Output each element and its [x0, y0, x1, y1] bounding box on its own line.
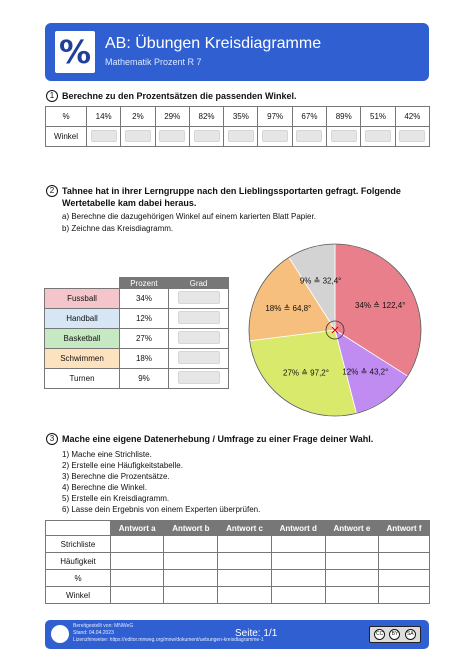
col-prozent: Prozent: [120, 278, 169, 289]
task1-text: Berechne zu den Prozentsätzen die passenden Winkel.: [62, 91, 297, 101]
by-icon: BY: [389, 629, 400, 640]
sport-name: Handball: [45, 309, 120, 329]
grad-answer-cell[interactable]: [169, 289, 229, 309]
sport-percent: 18%: [120, 349, 169, 369]
survey-cell[interactable]: [111, 587, 164, 604]
col-antwort: Antwort c: [218, 521, 271, 536]
grad-answer-cell[interactable]: [169, 329, 229, 349]
survey-cell[interactable]: [271, 553, 325, 570]
cc-license-badge-icon[interactable]: [369, 626, 421, 643]
sport-percent: 9%: [120, 369, 169, 389]
survey-cell[interactable]: [218, 570, 271, 587]
task3-step: 1) Mache eine Strichliste.: [62, 450, 152, 459]
percent-angle-table: [45, 106, 430, 147]
survey-cell[interactable]: [271, 587, 325, 604]
task3-step: 4) Berechne die Winkel.: [62, 483, 147, 492]
task-number-3: 3: [46, 433, 58, 445]
angle-answer-cell[interactable]: [258, 127, 292, 147]
worksheet-header: [45, 23, 429, 81]
survey-cell[interactable]: [164, 587, 218, 604]
sport-percent: 27%: [120, 329, 169, 349]
col-grad: Grad: [169, 278, 229, 289]
survey-table: [45, 520, 430, 604]
sport-percent: 12%: [120, 309, 169, 329]
row-head-percent: %: [46, 107, 87, 127]
survey-cell[interactable]: [111, 570, 164, 587]
angle-answer-cell[interactable]: [361, 127, 395, 147]
percent-icon: %: [55, 31, 95, 73]
mnweg-logo-icon: [51, 625, 69, 643]
task2-step-a: a) Berechne die dazugehörigen Winkel auf einem karierten Blatt Papier.: [62, 212, 316, 221]
row-strichliste: Strichliste: [46, 536, 111, 553]
task3-step: 6) Lasse dein Ergebnis von einem Experten überprüfen.: [62, 505, 261, 514]
angle-answer-cell[interactable]: [224, 127, 258, 147]
pie-chart: [245, 240, 425, 420]
angle-answer-cell[interactable]: [121, 127, 155, 147]
angle-answer-cell[interactable]: [155, 127, 189, 147]
percent-cell: 2%: [121, 107, 155, 127]
footer-provider: Bereitgestellt von: MNWeG: [73, 623, 134, 629]
angle-answer-cell[interactable]: [327, 127, 361, 147]
task3-step: 5) Erstelle ein Kreisdiagramm.: [62, 494, 170, 503]
pie-slice-label: 34% ≙ 122,4°: [355, 301, 406, 311]
percent-cell: 35%: [224, 107, 258, 127]
survey-cell[interactable]: [379, 553, 430, 570]
percent-cell: 82%: [189, 107, 223, 127]
percent-cell: 42%: [395, 107, 429, 127]
footer: [45, 620, 429, 649]
task-number-2: 2: [46, 185, 58, 197]
survey-cell[interactable]: [379, 536, 430, 553]
sa-icon: SA: [405, 629, 416, 640]
grad-answer-cell[interactable]: [169, 349, 229, 369]
survey-cell[interactable]: [271, 536, 325, 553]
pie-slice-label: 9% ≙ 32,4°: [299, 276, 342, 286]
angle-answer-cell[interactable]: [189, 127, 223, 147]
page-subtitle: Mathematik Prozent R 7: [105, 57, 202, 67]
percent-cell: 14%: [87, 107, 121, 127]
pie-slice-label: 18% ≙ 64,8°: [265, 304, 312, 314]
survey-header-empty: [46, 521, 111, 536]
survey-cell[interactable]: [271, 570, 325, 587]
percent-cell: 29%: [155, 107, 189, 127]
survey-cell[interactable]: [111, 553, 164, 570]
sport-percent: 34%: [120, 289, 169, 309]
sport-name: Basketball: [45, 329, 120, 349]
task3-text: Mache eine eigene Datenerhebung / Umfrage zu einer Frage deiner Wahl.: [62, 434, 374, 444]
sport-table: [44, 277, 229, 389]
pie-slice-label: 12% ≙ 43,2°: [342, 367, 389, 377]
row-head-winkel: Winkel: [46, 127, 87, 147]
task2-step-b: b) Zeichne das Kreisdiagramm.: [62, 224, 174, 233]
survey-cell[interactable]: [164, 536, 218, 553]
survey-cell[interactable]: [218, 536, 271, 553]
task3-step: 3) Berechne die Prozentsätze.: [62, 472, 170, 481]
cc-icon: CC: [374, 629, 385, 640]
page-number: Seite: 1/1: [235, 628, 278, 639]
page-title: AB: Übungen Kreisdiagramme: [105, 35, 322, 52]
sport-name: Fussball: [45, 289, 120, 309]
survey-cell[interactable]: [325, 536, 378, 553]
sport-header-empty: [45, 278, 120, 289]
task-number-1: 1: [46, 90, 58, 102]
percent-cell: 67%: [292, 107, 326, 127]
survey-cell[interactable]: [379, 587, 430, 604]
percent-cell: 51%: [361, 107, 395, 127]
col-antwort: Antwort e: [325, 521, 378, 536]
row-haeufigkeit: Häufigkeit: [46, 553, 111, 570]
col-antwort: Antwort d: [271, 521, 325, 536]
grad-answer-cell[interactable]: [169, 369, 229, 389]
footer-date: Stand: 04.04.2023: [73, 630, 114, 636]
survey-cell[interactable]: [325, 587, 378, 604]
survey-cell[interactable]: [218, 587, 271, 604]
angle-answer-cell[interactable]: [292, 127, 326, 147]
angle-answer-cell[interactable]: [395, 127, 429, 147]
survey-cell[interactable]: [379, 570, 430, 587]
col-antwort: Antwort b: [164, 521, 218, 536]
task2-text-line1: Tahnee hat in ihrer Lerngruppe nach den Lieblingssportarten gefragt. Folgende: [62, 186, 401, 196]
col-antwort: Antwort a: [111, 521, 164, 536]
pie-slice-label: 27% ≙ 97,2°: [283, 368, 329, 378]
survey-cell[interactable]: [325, 570, 378, 587]
row-prozent: %: [46, 570, 111, 587]
row-winkel: Winkel: [46, 587, 111, 604]
footer-license-link[interactable]: Lizenzhinweise: https://editor.mnweg.org/mnw/dokument/uebungen-kreisdiagramme-1: [73, 637, 264, 643]
col-antwort: Antwort f: [379, 521, 430, 536]
percent-cell: 97%: [258, 107, 292, 127]
survey-cell[interactable]: [218, 553, 271, 570]
sport-name: Turnen: [45, 369, 120, 389]
angle-answer-cell[interactable]: [87, 127, 121, 147]
survey-cell[interactable]: [164, 570, 218, 587]
task2-text-line2: Wertetabelle kam dabei heraus.: [62, 198, 197, 208]
survey-cell[interactable]: [164, 553, 218, 570]
grad-answer-cell[interactable]: [169, 309, 229, 329]
sport-name: Schwimmen: [45, 349, 120, 369]
survey-cell[interactable]: [111, 536, 164, 553]
task3-step: 2) Erstelle eine Häufigkeitstabelle.: [62, 461, 183, 470]
percent-cell: 89%: [327, 107, 361, 127]
survey-cell[interactable]: [325, 553, 378, 570]
